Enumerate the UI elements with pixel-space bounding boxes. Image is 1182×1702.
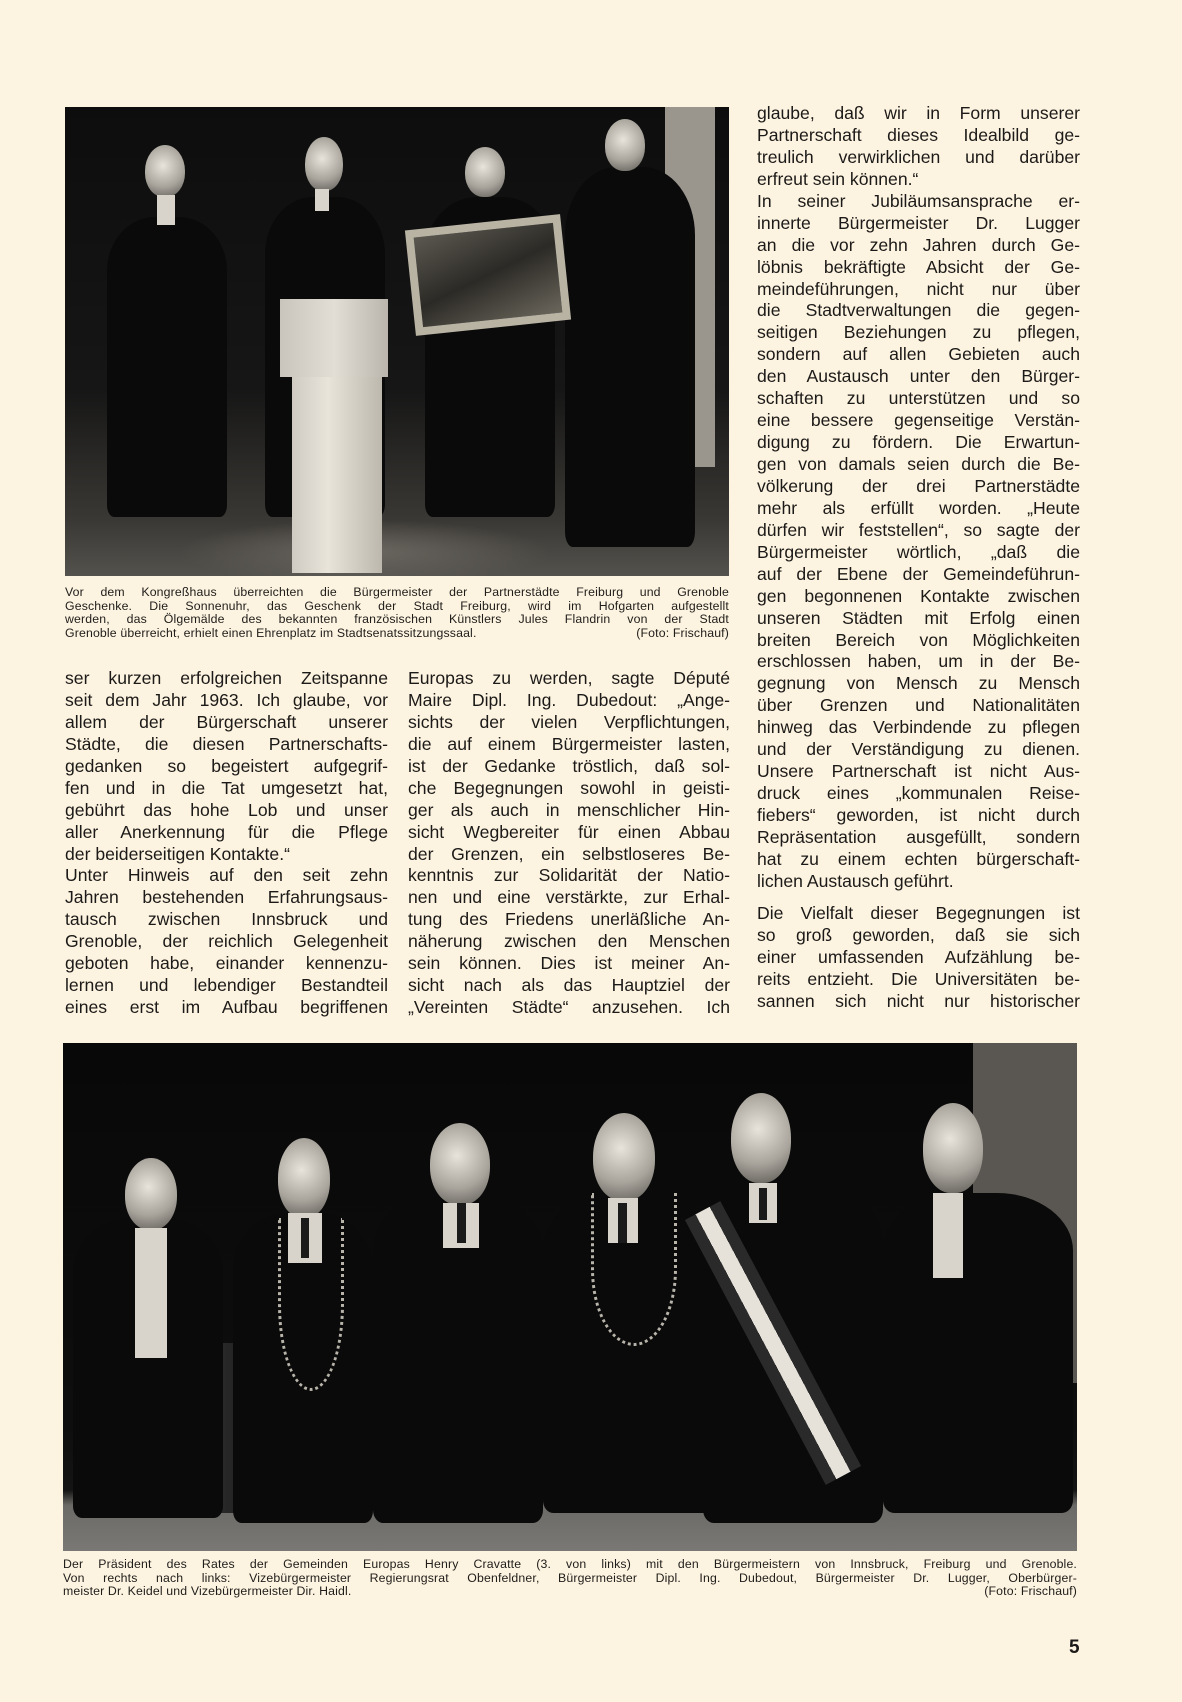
text-line: geboten habe, einander kennenzu- xyxy=(65,953,388,974)
text-line: druck eines „kommunalen Reise- xyxy=(757,783,1080,804)
text-line: allem der Bürgerschaft unserer xyxy=(65,711,388,732)
text-line: sondern auf allen Gebieten auch xyxy=(757,344,1080,365)
caption-line: Von rechts nach links: Vizebürgermeister Regierungsrat Obenfeldner, Bürgermeister Dipl. Ing. Dubedout, Bürgermeister Dr. Lugger, Oberbürger- xyxy=(63,1570,1077,1585)
text-line: In seiner Jubiläumsansprache er- xyxy=(757,190,1080,211)
text-line: gen von damals seien durch die Be- xyxy=(757,454,1080,474)
text-line: lernen und lebendiger Bestandteil xyxy=(65,975,388,996)
text-line: schaften zu unterstützen und so xyxy=(757,388,1080,409)
text-line: meindeführungen, nicht nur über xyxy=(757,278,1080,299)
text-line: lichen Austausch geführt. xyxy=(757,870,954,891)
text-line: und der Verständigung zu dienen. xyxy=(757,739,1080,760)
text-line: der Grenzen, ein selbstloseres Be- xyxy=(408,843,730,864)
text-line: sicht Wegbereiter für einen Abbau xyxy=(408,821,730,842)
top-photo xyxy=(65,107,729,576)
text-line: Partnerschaft dieses Idealbild ge- xyxy=(757,124,1080,145)
text-line: fiebers“ geworden, ist nicht durch xyxy=(757,805,1080,825)
text-line: ist der Gedanke tröstlich, daß sol- xyxy=(408,755,730,776)
text-line: seitigen Beziehungen zu pflegen, xyxy=(757,322,1080,343)
text-line: kenntnis zur Solidarität der Natio- xyxy=(408,865,730,886)
text-line: der beiderseitigen Kontakte.“ xyxy=(65,843,290,864)
text-line: eines erst im Aufbau begriffenen xyxy=(65,997,388,1018)
caption-line: Vor dem Kongreßhaus überreichten die Bürgermeister der Partnerstädte Freiburg und Grenoble xyxy=(65,585,729,599)
text-line: seit dem Jahr 1963. Ich glaube, vor xyxy=(65,689,388,710)
text-line: ger als auch in menschlicher Hin- xyxy=(408,799,730,820)
text-line: che Begegnungen sowohl in geisti- xyxy=(408,777,730,798)
text-line: sicht nach als das Hauptziel der xyxy=(408,975,730,996)
text-line: Europas zu werden, sagte Député xyxy=(408,668,730,688)
text-line: glaube, daß wir in Form unserer xyxy=(757,103,1080,123)
text-line: völkerung der drei Partnerstädte xyxy=(757,475,1080,496)
text-line: so groß geworden, daß sie sich xyxy=(757,924,1080,945)
text-line: Jahren bestehenden Erfahrungsaus- xyxy=(65,887,388,908)
text-line: über Grenzen und Nationalitäten xyxy=(757,695,1080,716)
text-line: einer umfassenden Aufzählung be- xyxy=(757,946,1080,967)
text-line: Städte, die diesen Partnerschafts- xyxy=(65,733,388,754)
text-line: gedanken so begeistert aufgegrif- xyxy=(65,755,388,776)
text-line: mehr als erfüllt worden. „Heute xyxy=(757,497,1080,518)
sundial xyxy=(280,299,388,377)
text-line: nen und eine verstärkte, zur Erhal- xyxy=(408,887,730,908)
text-line: „Vereinten Städte“ anzusehen. Ich xyxy=(408,997,730,1018)
text-line: an die vor zehn Jahren durch Ge- xyxy=(757,234,1080,255)
caption-line xyxy=(63,1585,1077,1599)
text-line: die auf einem Bürgermeister lasten, xyxy=(408,733,730,754)
caption-text: meister Dr. Keidel und Vizebürgermeister Dir. Haidl. xyxy=(63,1584,352,1599)
text-line: die Stadtverwaltungen die gegen- xyxy=(757,300,1080,321)
text-column-left xyxy=(65,668,388,1019)
text-line: hinweg das Verbindende zu pflegen xyxy=(757,717,1080,738)
text-line: Unsere Partnerschaft ist nicht Aus- xyxy=(757,761,1080,782)
text-line: Repräsentation ausgefüllt, sondern xyxy=(757,826,1080,847)
text-line: treulich verwirklichen und darüber xyxy=(757,146,1080,167)
text-line: erfreut sein können.“ xyxy=(757,168,919,189)
text-line: gen begonnenen Kontakte zwischen xyxy=(757,585,1080,606)
text-line: Bürgermeister wörtlich, „daß die xyxy=(757,541,1080,562)
text-line: ser kurzen erfolgreichen Zeitspanne xyxy=(65,668,388,688)
text-line: innerte Bürgermeister Dr. Lugger xyxy=(757,212,1080,233)
text-column-middle xyxy=(408,668,730,1019)
text-line: fen und in die Tat umgesetzt hat, xyxy=(65,777,388,798)
text-line: reits entzieht. Die Universitäten be- xyxy=(757,968,1080,989)
text-line: sein können. Dies ist meiner An- xyxy=(408,953,730,974)
text-line: erschlossen haben, um in der Be- xyxy=(757,651,1080,672)
text-line: Die Vielfalt dieser Begegnungen ist xyxy=(757,902,1080,923)
photo-credit: (Foto: Frischauf) xyxy=(636,625,729,640)
oil-painting xyxy=(405,214,571,336)
text-line: unseren Städten mit Erfolg einen xyxy=(757,607,1080,628)
text-line: Maire Dipl. Ing. Dubedout: „Ange- xyxy=(408,689,730,710)
text-line: breiten Bereich von Möglichkeiten xyxy=(757,629,1080,650)
top-photo-caption xyxy=(65,586,729,640)
caption-line: Geschenke. Die Sonnenuhr, das Geschenk der Stadt Freiburg, wird im Hofgarten aufgestellt xyxy=(65,598,729,613)
paragraph-gap xyxy=(757,893,1080,903)
text-line: sannen sich nicht nur historischer xyxy=(757,990,1080,1011)
text-line: aller Anerkennung für die Pflege xyxy=(65,821,388,842)
text-line: dürfen wir feststellen“, so sagte der xyxy=(757,519,1080,540)
bottom-photo xyxy=(63,1043,1077,1551)
caption-line: Der Präsident des Rates der Gemeinden Europas Henry Cravatte (3. von links) mit den Bürgermeistern von Innsbruck, Freiburg und Grenoble. xyxy=(63,1557,1077,1571)
text-line: löbnis bekräftigte Absicht der Ge- xyxy=(757,256,1080,277)
text-line: gegnung von Mensch zu Mensch xyxy=(757,673,1080,694)
text-line: eine bessere gegenseitige Verstän- xyxy=(757,410,1080,431)
text-line: tausch zwischen Innsbruck und xyxy=(65,909,388,930)
caption-line xyxy=(65,627,729,641)
text-column-right xyxy=(757,103,1080,1012)
page-number: 5 xyxy=(1069,1637,1080,1658)
photo-credit: (Foto: Frischauf) xyxy=(984,1584,1077,1599)
text-line: Grenoble, der reichlich Gelegenheit xyxy=(65,931,388,952)
caption-text: Grenoble überreicht, erhielt einen Ehrenplatz im Stadtsenatssitzungssaal. xyxy=(65,625,477,640)
text-line: auf der Ebene der Gemeindeführun- xyxy=(757,563,1080,584)
text-line: gebührt das hohe Lob und unser xyxy=(65,799,388,820)
text-line: tung des Friedens unerläßliche An- xyxy=(408,909,730,930)
text-line: hat zu einem echten bürgerschaft- xyxy=(757,848,1080,869)
text-line: Unter Hinweis auf den seit zehn xyxy=(65,865,388,886)
text-line: digung zu fördern. Die Erwartun- xyxy=(757,432,1080,453)
text-line: den Austausch unter den Bürger- xyxy=(757,366,1080,387)
bottom-photo-caption xyxy=(63,1558,1077,1599)
caption-line: werden, das Ölgemälde des bekannten französischen Künstlers Jules Flandrin von der Stadt xyxy=(65,612,729,627)
text-line: sichts der vielen Verpflichtungen, xyxy=(408,711,730,732)
text-line: näherung zwischen den Menschen xyxy=(408,931,730,952)
sundial-pillar xyxy=(292,377,382,573)
